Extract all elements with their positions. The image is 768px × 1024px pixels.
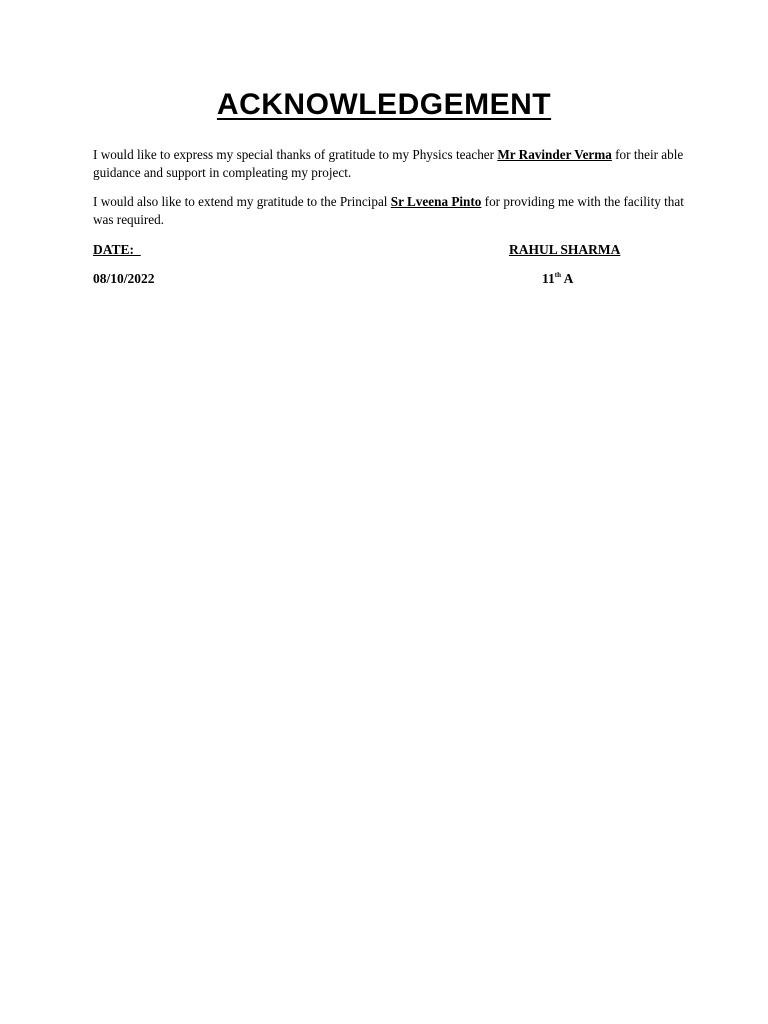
class-number: 11 — [542, 271, 555, 286]
paragraph-text: for providing me with the facility that was required. — [93, 194, 684, 227]
class-suffix: th — [554, 271, 561, 279]
thanks-teacher-paragraph — [93, 146, 693, 182]
paragraph-text: I would like to express my special thanks of gratitude to my Physics teacher — [93, 147, 498, 162]
signer-name: RAHUL SHARMA — [509, 242, 621, 257]
date-value: 08/10/2022 — [93, 271, 155, 286]
thanks-principal-paragraph — [93, 193, 693, 229]
signer-class — [542, 270, 573, 288]
principal-name: Sr Lveena Pinto — [390, 194, 482, 209]
teacher-name: Mr Ravinder Verma — [497, 147, 612, 162]
date-label: DATE: — [93, 242, 141, 257]
paragraph-text: for their able guidance and support in compleating my project. — [93, 147, 684, 180]
class-section: A — [561, 271, 574, 286]
paragraph-text: I would also like to extend my gratitude to the Principal — [93, 194, 391, 209]
page-title: ACKNOWLEDGEMENT — [216, 88, 552, 121]
